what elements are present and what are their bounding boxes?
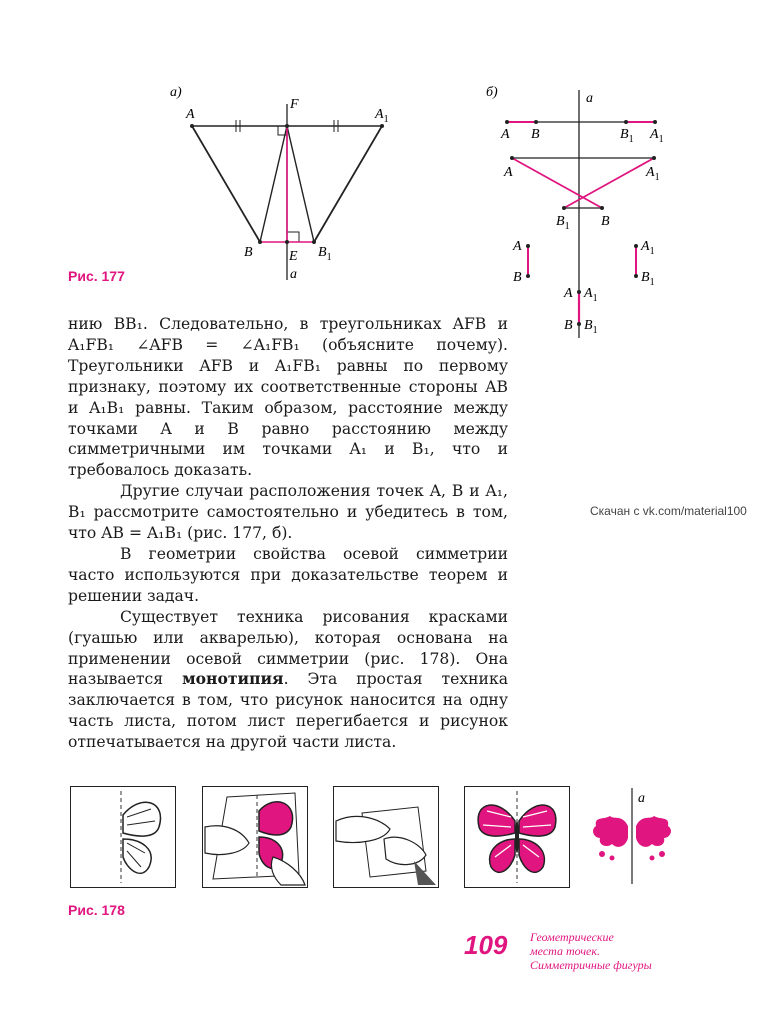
b2-B: B xyxy=(601,214,610,229)
figure-177-caption: Рис. 177 xyxy=(68,268,125,284)
label-A: A xyxy=(186,107,195,122)
watermark: Скачан с vk.com/material100 xyxy=(590,504,747,518)
b2-A1: $A_1$ xyxy=(646,165,660,183)
b4-B: B xyxy=(564,318,573,333)
running-title: Геометрические места точек. Симметричные фигуры xyxy=(530,930,652,972)
b1-A1: $A_1$ xyxy=(650,127,664,145)
paragraph-2: Другие случаи расположения точек A, B и A₁, B₁ рассмотрите самостоятельно и убедитесь в том, что AB = A₁B₁ (рис. 177, б). xyxy=(68,482,508,543)
term-monotype: монотипия xyxy=(182,669,284,689)
b2-A: A xyxy=(504,165,513,180)
fig178-panel-3 xyxy=(333,786,439,888)
b3-A1: $A_1$ xyxy=(641,239,655,257)
b3-B1: $B_1$ xyxy=(641,270,655,288)
fig178-panel-4 xyxy=(464,786,570,888)
page-number: 109 xyxy=(464,930,508,960)
fig177b-axis-label: a xyxy=(586,91,593,106)
label-B1: $B_1$ xyxy=(318,245,332,263)
label-E: E xyxy=(289,249,298,264)
b1-B1: $B_1$ xyxy=(620,127,634,145)
label-axis-a: a xyxy=(290,267,297,282)
b1-A: A xyxy=(501,127,510,142)
b2-B1: $B_1$ xyxy=(556,214,570,232)
label-A1: $A_1$ xyxy=(375,107,389,125)
b1-B: B xyxy=(531,127,540,142)
fig178-axis-label: a xyxy=(638,791,645,806)
label-B: B xyxy=(244,245,253,260)
paragraph-1: нию BB₁. Следовательно, в треугольниках AFB и A₁FB₁ ∠AFB = ∠A₁FB₁ (объясните почему). Треугольники AFB и A₁FB₁ равны по первому признаку, поэтому их соответственные стороны AB и A₁B₁ равны. Таким образом, расстояние между точками A и B равно расстоянию между симметричными им точками A₁ и B₁, что и требовалось доказать. xyxy=(68,315,508,480)
b3-A: A xyxy=(513,239,522,254)
paragraph-4: Существует техника рисования красками (гуашью или акварелью), которая основана на применении осевой симметрии (рис. 178). Она называется монотипия. Эта простая техника заключается в том, что рисунок наносится на одну часть листа, потом лист перегибается и рисунок отпечатывается на другой части листа. xyxy=(68,607,508,752)
fig178-panel-1 xyxy=(70,786,176,888)
figure-177a xyxy=(160,80,410,290)
label-F: F xyxy=(290,97,299,112)
body-text xyxy=(68,314,508,753)
fig178-panel-2 xyxy=(202,786,308,888)
b3-B: B xyxy=(513,270,522,285)
fig177b-sublabel: б) xyxy=(486,85,498,100)
figure-178-caption: Рис. 178 xyxy=(68,902,125,918)
fig178-blot xyxy=(588,786,678,886)
fig177a-sublabel: а) xyxy=(170,85,182,100)
b4-A: A xyxy=(564,286,573,301)
b4-A1: $A_1$ xyxy=(584,286,598,304)
b4-B1: $B_1$ xyxy=(584,318,598,336)
figure-177b xyxy=(480,80,680,342)
paragraph-3: В геометрии свойства осевой симметрии часто используются при доказательстве теорем и решении задач. xyxy=(68,544,508,605)
